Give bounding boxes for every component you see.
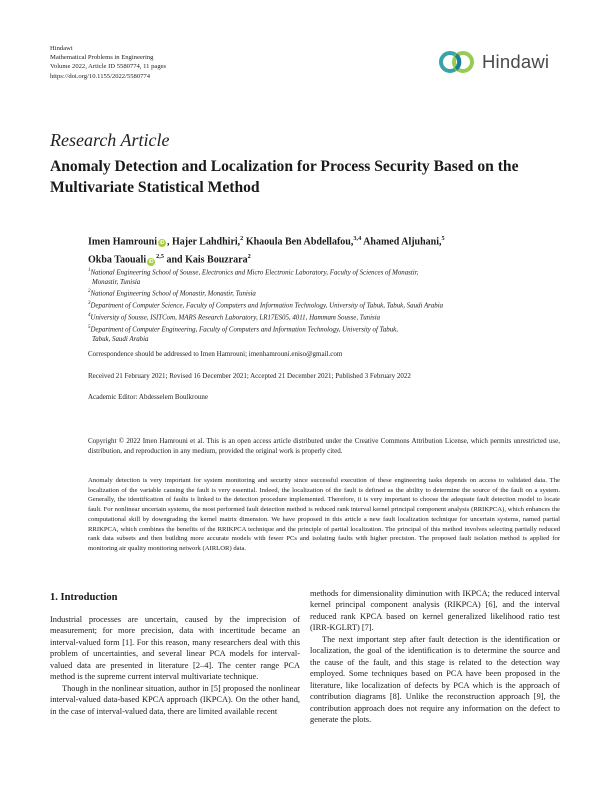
hindawi-logo [438,49,549,75]
copyright-notice: Copyright © 2022 Imen Hamrouni et al. This is an open access article distributed under the Creative Commons Attribution License, which permits unrestricted use, distribution, and reproduction in any medium, provided the original work is properly cited. [88,437,560,455]
journal-header [50,44,166,81]
affiliation-cont: Tabuk, Saudi Arabia [92,336,149,344]
paragraph: Though in the nonlinear situation, author in [5] proposed the nonlinear interval-valued data-based KPCA approach (IKPCA). On the other hand, in the case of interval-valued data, there are limited available recent [50,683,300,716]
academic-editor: Academic Editor: Abdesselem Boulkroune [88,393,208,401]
orcid-icon[interactable]: iD [148,258,154,265]
author-name: Okba Taouali [88,254,147,266]
author-name: , Hajer Lahdhiri, [167,236,241,248]
abstract: Anomaly detection is very important for system monitoring and security since successful execution of these engineering tasks depends on access to validated data. The localization of the variable causing the fault is very essential. Indeed, the localization of the fault is defined as the ability to determine the source of the fault on a system. Generally, the identification of faults is linked to the detection procedure implemented. Therefore, it is very important to choose the adequate fault detection model to locate fault. For nonlinear uncertain systems, the most performed fault detection method is reduced rank interval kernel principal component analysis (RRIKPCA), which enhances the computational skill by downgrading the kernel matrix dimension. We have proposed in this article a new fault localization technique for uncertain systems, named partial RRIKPCA, which combines the benefits of the RRIKPCA technique and the principle of partial localization. The principal of this method involves selecting partially reduced rank data subsets and then building more accurate models with fewer PCs and isolating faults with higher precision. The proposed fault isolation method is applied for monitoring air quality monitoring network (AIRLOR) data. [88,477,560,552]
volume-info: Volume 2022, Article ID 5580774, 11 pages [50,63,167,71]
column-right [310,588,560,725]
author-name: Imen Hamrouni [88,236,157,248]
journal-name: Mathematical Problems in Engineering [50,54,154,62]
article-type: Research Article [50,130,170,150]
publication-dates: Received 21 February 2021; Revised 16 December 2021; Accepted 21 December 2021; Published 3 February 2022 [88,372,411,380]
affiliation: $^2$National Engineering School of Monastir, Monastir, Tunisia [88,289,256,298]
correspondence: Correspondence should be addressed to Imen Hamrouni; imenhamrouni.eniso@gmail.com [88,350,343,358]
affiliation: $^3$Department of Computer Science, Faculty of Computers and Information Technology, University of Tabuk, Tabuk, Saudi Arabia [88,301,444,310]
doi-link[interactable]: https://doi.org/10.1155/2022/5580774 [50,72,151,80]
author-name: and Kais Bouzrara [163,254,248,266]
paragraph: The next important step after fault detection is the identification or localization, the goal of the identification is to determine the source and the cause of the fault, and this stage is related to the detection way employed. Some techniques based on PCA have been proposed in the literature, like localization of defects by PCA which is the approach of contribution diagrams [8]. Unlike the reconstruction approach [9], the contribution approach does not require any information on the defect to generate the plots. [310,634,560,724]
column-left [50,614,300,717]
affiliation: $^1$National Engineering School of Sousse, Electronics and Micro Electronic Laboratory, Faculty of Sciences of Monastir, [88,268,419,277]
author-list: Imen Hamrouni iD , Hajer Lahdhiri,$^2$ Khaoula Ben Abdellafou,$^{3,4}$ Ahamed Aljuhani,$^5$ Okba Taouali iD$^{2,5}$ and Kais Bouzrara$^2$ [88,235,445,266]
paragraph: methods for dimensionality diminution with IKPCA; the reduced interval kernel principal component analysis (RIKPCA) [6], and the interval reduced rank KPCA based on kernel generalized likelihood ratio test (IRR-KGLRT) [7]. [310,589,560,633]
article-title: Anomaly Detection and Localization for Process Security Based on the Multivariate Statistical Method [50,158,519,196]
affiliation: $^4$University of Sousse, ISITCom, MARS Research Laboratory, LR17ES05, 4011, Hammam Sousse, Tunisia [88,313,381,322]
section-heading: 1. Introduction [50,592,118,603]
hindawi-logo-icon [438,49,476,75]
affiliation: $^5$Department of Computer Engineering, Faculty of Computers and Information Technology, University of Tabuk, [88,325,398,334]
affiliations [88,266,558,345]
paragraph: Industrial processes are uncertain, caused by the imprecision of measurement; for more precision, data with incertitude became an interval-valued form [1]. For this reason, many researchers deal with this problem of uncertainties, and several linear PCA models for interval-valued data are presented in literature [2–4]. The center range PCA method is the supreme current interval multivariate technique. [50,615,300,682]
author-name: Ahamed Aljuhani, [361,236,442,248]
logo-text: Hindawi [482,51,550,72]
publisher-name: Hindawi [50,45,73,52]
author-name: Khaoula Ben Abdellafou, [243,236,354,248]
affiliation-cont: Monastir, Tunisia [92,278,141,286]
orcid-icon[interactable]: iD [159,240,165,247]
